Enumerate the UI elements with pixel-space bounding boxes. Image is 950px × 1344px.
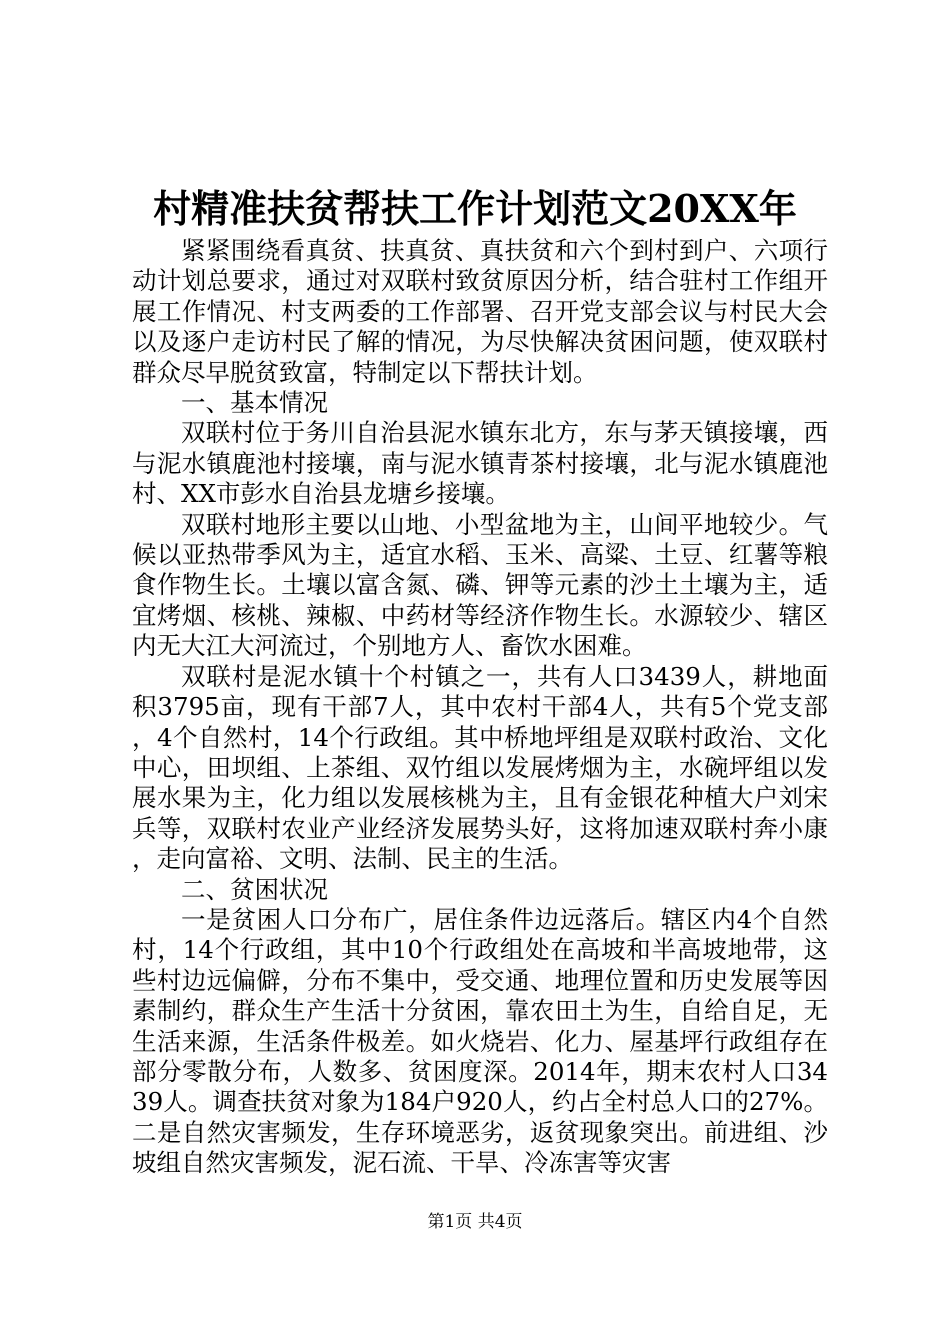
paragraph-terrain: 双联村地形主要以山地、小型盆地为主，山间平地较少。气候以亚热带季风为主，适宜水稻、玉米、高粱、土豆、红薯等粮食作物生长。土壤以富含氮、磷、钾等元素的沙土土壤为主，适宜烤烟、核桃、辣椒、中药材等经济作物生长。水源较少、辖区内无大江大河流过，个别地方人、畜饮水困难。 bbox=[132, 509, 828, 661]
paragraph-population: 双联村是泥水镇十个村镇之一，共有人口3439人，耕地面积3795亩，现有干部7人，其中农村干部4人，共有5个党支部，4个自然村，14个行政组。其中桥地坪组是双联村政治、文化中心，田坝组、上茶组、双竹组以发展烤烟为主，水碗坪组以发展水果为主，化力组以发展核桃为主，且有金银花种植大户刘宋兵等，双联村农业产业经济发展势头好，这将加速双联村奔小康，走向富裕、文明、法制、民主的生活。 bbox=[132, 661, 828, 874]
paragraph-location: 双联村位于务川自治县泥水镇东北方，东与茅天镇接壤，西与泥水镇鹿池村接壤，南与泥水镇青茶村接壤，北与泥水镇鹿池村、XX市彭水自治县龙塘乡接壤。 bbox=[132, 418, 828, 509]
page-title: 村精准扶贫帮扶工作计划范文20XX年 bbox=[153, 186, 797, 231]
document-body bbox=[132, 236, 828, 1179]
page-footer: 第1页 共4页 bbox=[427, 1212, 523, 1232]
section-heading-basic-info: 一、基本情况 bbox=[181, 388, 328, 418]
section-heading-poverty: 二、贫困状况 bbox=[181, 874, 328, 904]
paragraph-poverty-details: 一是贫困人口分布广，居住条件边远落后。辖区内4个自然村，14个行政组，其中10个行政组处在高坡和半高坡地带，这些村边远偏僻，分布不集中，受交通、地理位置和历史发展等因素制约，群众生产生活十分贫困，靠农田土为生，自给自足，无生活来源，生活条件极差。如火烧岩、化力、屋基坪行政组存在部分零散分布，人数多、贫困度深。2014年，期末农村人口3439人。调查扶贫对象为184户920人，约占全村总人口的27%。二是自然灾害频发，生存环境恶劣，返贫现象突出。前进组、沙坡组自然灾害频发，泥石流、干旱、冷冻害等灾害 bbox=[132, 904, 828, 1178]
paragraph-intro: 紧紧围绕看真贫、扶真贫、真扶贫和六个到村到户、六项行动计划总要求，通过对双联村致贫原因分析，结合驻村工作组开展工作情况、村支两委的工作部署、召开党支部会议与村民大会以及逐户走访村民了解的情况，为尽快解决贫困问题，使双联村群众尽早脱贫致富，特制定以下帮扶计划。 bbox=[132, 236, 828, 387]
